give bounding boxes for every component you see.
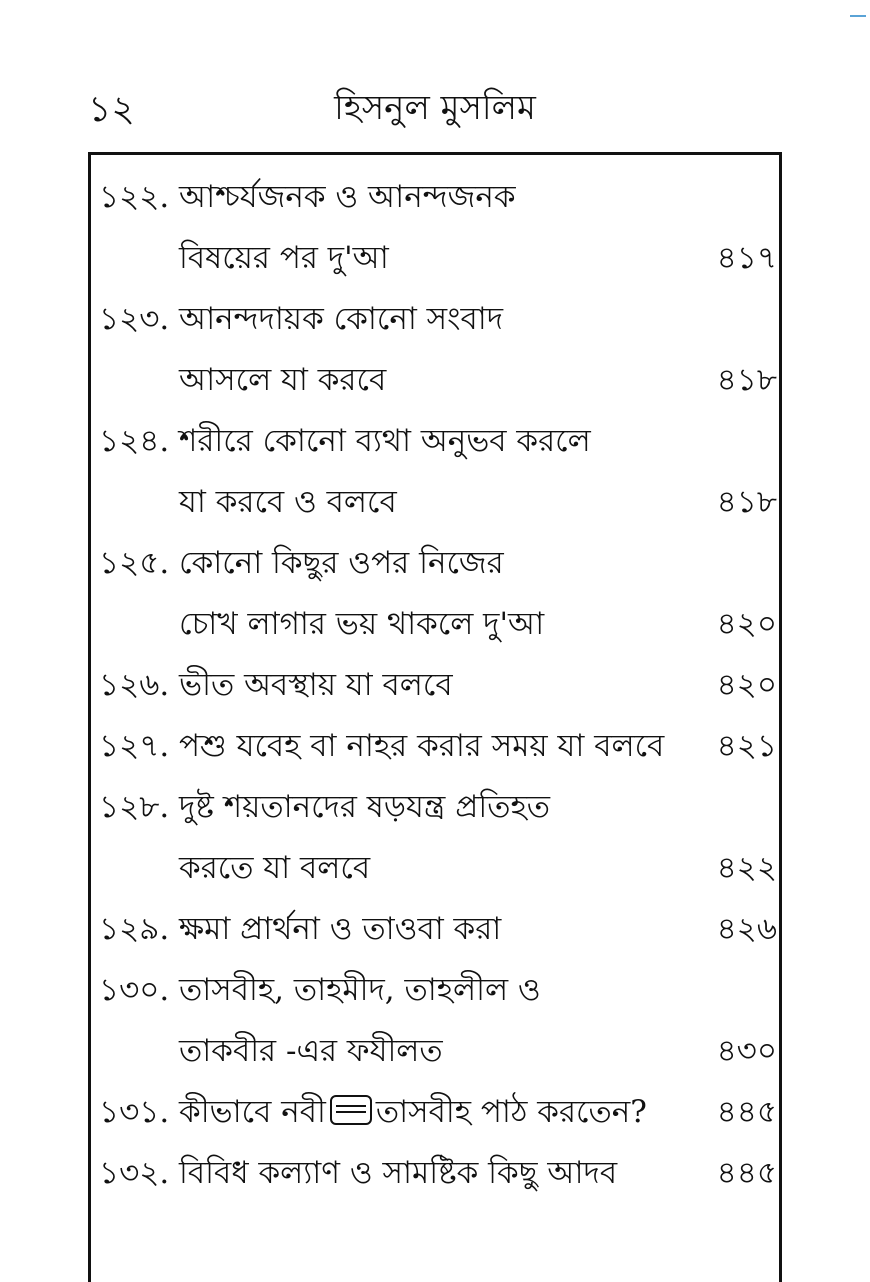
entry-number: ১২৫. bbox=[99, 545, 170, 581]
toc-entry bbox=[91, 724, 779, 785]
entry-title: আশ্চর্যজনক ও আনন্দজনক bbox=[179, 179, 516, 215]
toc-entry bbox=[91, 541, 779, 602]
entry-page: ৪২৬ bbox=[716, 911, 777, 947]
toc-list bbox=[91, 175, 779, 1212]
toc-entry bbox=[91, 419, 779, 480]
entry-number: ১২৭. bbox=[99, 728, 170, 764]
entry-number: ১৩১. bbox=[99, 1094, 170, 1130]
entry-number: ১৩২. bbox=[99, 1155, 170, 1191]
toc-entry bbox=[91, 663, 779, 724]
entry-title: কোনো কিছুর ওপর নিজের bbox=[179, 545, 504, 581]
entry-number: ১২৬. bbox=[99, 667, 170, 703]
entry-page: ৪৩০ bbox=[716, 1033, 777, 1069]
toc-entry bbox=[91, 1151, 779, 1212]
entry-title: করতে যা বলবে bbox=[179, 850, 371, 886]
entry-title: চোখ লাগার ভয় থাকলে দু'আ bbox=[179, 606, 545, 642]
accent-mark bbox=[850, 15, 866, 17]
entry-page: ৪৪৫ bbox=[716, 1094, 777, 1130]
table-of-contents bbox=[88, 152, 782, 1282]
toc-entry-continuation bbox=[91, 602, 779, 663]
page-number: ১২ bbox=[88, 89, 135, 130]
entry-page: ৪২০ bbox=[716, 606, 777, 642]
toc-entry bbox=[91, 297, 779, 358]
entry-title: বিবিধ কল্যাণ ও সামষ্টিক কিছু আদব bbox=[179, 1155, 618, 1191]
entry-page: ৪২১ bbox=[716, 728, 777, 764]
entry-title: তাকবীর -এর ফযীলত bbox=[179, 1033, 443, 1069]
entry-title: তাসবীহ, তাহমীদ, তাহলীল ও bbox=[179, 972, 541, 1008]
entry-title: ক্ষমা প্রার্থনা ও তাওবা করা bbox=[179, 911, 502, 947]
entry-page: ৪২২ bbox=[716, 850, 777, 886]
entry-page: ৪১৭ bbox=[716, 240, 777, 276]
entry-title: বিষয়ের পর দু'আ bbox=[179, 240, 389, 276]
entry-title: পশু যবেহ বা নাহর করার সময় যা বলবে bbox=[179, 728, 665, 764]
entry-number: ১২৩. bbox=[99, 301, 170, 337]
entry-number: ১২৮. bbox=[99, 789, 170, 825]
toc-entry-continuation bbox=[91, 846, 779, 907]
toc-entry bbox=[91, 968, 779, 1029]
toc-entry bbox=[91, 785, 779, 846]
toc-entry bbox=[91, 1090, 779, 1151]
salutation-seal-icon bbox=[330, 1095, 372, 1125]
entry-page: ৪১৮ bbox=[716, 362, 777, 398]
entry-title: যা করবে ও বলবে bbox=[179, 484, 397, 520]
entry-title: ভীত অবস্থায় যা বলবে bbox=[179, 667, 453, 703]
entry-number: ১৩০. bbox=[99, 972, 170, 1008]
toc-entry bbox=[91, 907, 779, 968]
entry-title: শরীরে কোনো ব্যথা অনুভব করলে bbox=[179, 423, 591, 459]
entry-title: আনন্দদায়ক কোনো সংবাদ bbox=[179, 301, 504, 337]
entry-title-part: তাসবীহ পাঠ করতেন? bbox=[375, 1094, 647, 1130]
entry-number: ১২৪. bbox=[99, 423, 170, 459]
entry-page: ৪৪৫ bbox=[716, 1155, 777, 1191]
entry-page: ৪২০ bbox=[716, 667, 777, 703]
page-header bbox=[0, 78, 870, 138]
toc-entry-continuation bbox=[91, 1029, 779, 1090]
entry-title-part: কীভাবে নবী bbox=[179, 1094, 326, 1130]
toc-entry-continuation bbox=[91, 480, 779, 541]
entry-title: দুষ্ট শয়তানদের ষড়যন্ত্র প্রতিহত bbox=[179, 789, 551, 825]
entry-title: আসলে যা করবে bbox=[179, 362, 387, 398]
book-title: হিসনুল মুসলিম bbox=[334, 88, 536, 128]
toc-entry bbox=[91, 175, 779, 236]
entry-page: ৪১৮ bbox=[716, 484, 777, 520]
entry-number: ১২২. bbox=[99, 179, 170, 215]
toc-entry-continuation bbox=[91, 236, 779, 297]
entry-title bbox=[179, 1090, 647, 1134]
toc-entry-continuation bbox=[91, 358, 779, 419]
entry-number: ১২৯. bbox=[99, 911, 170, 947]
